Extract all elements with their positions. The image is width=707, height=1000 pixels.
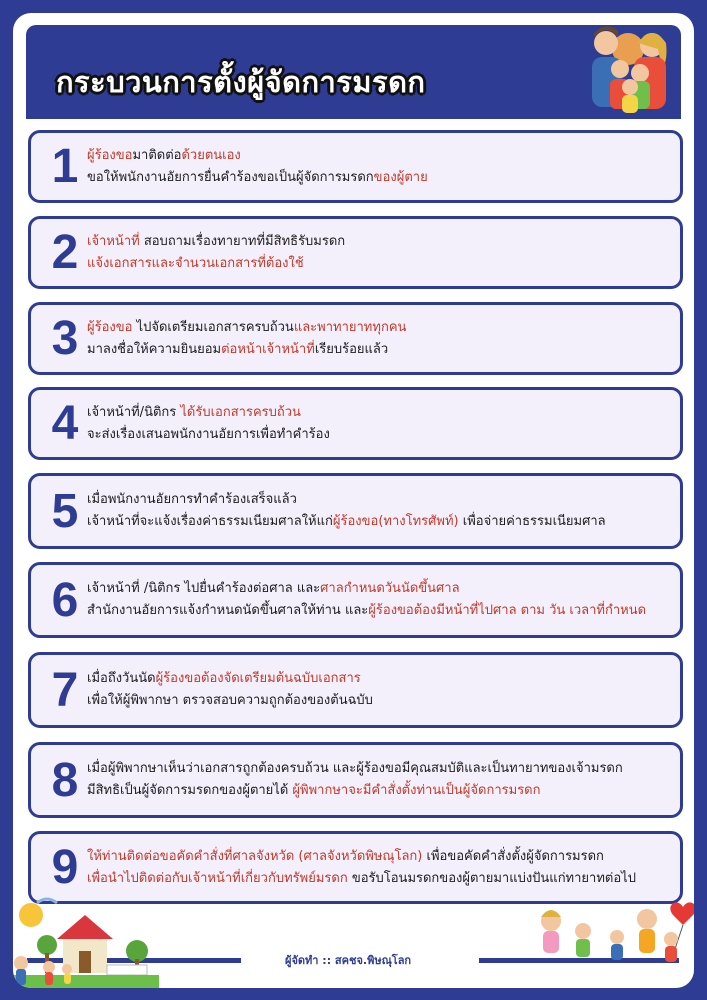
footer-credit: ผู้จัดทำ :: สคชจ.พิษณุโลก (285, 954, 412, 967)
body-text: เจ้าหน้าที่จะแจ้งเรื่องค่าธรรมเนียมศาลให้แก่ (87, 514, 333, 529)
body-text: เพื่อจ่ายค่าธรรมเนียมศาล (458, 514, 606, 529)
step-card-7 (28, 652, 683, 728)
highlight-text: ศาลกำหนดวันนัดขึ้นศาล (320, 581, 460, 596)
step-text-line2 (87, 782, 674, 800)
highlight-text: ผู้ร้องขอต้องมีหน้าที่ไปศาล ตาม วัน เวลาที่กำหนด (368, 603, 647, 618)
body-text: เมื่อผู้พิพากษาเห็นว่าเอกสารถูกต้องครบถ้วน และผู้ร้องขอมีคุณสมบัติและเป็นทายาทของเจ้ามรดก (87, 761, 623, 776)
step-text-line1 (87, 760, 674, 778)
highlight-text: ให้ท่านติดต่อขอคัดคำสั่งที่ศาลจังหวัด (ศาลจังหวัดพิษณุโลก) (87, 848, 423, 864)
step-text-line2 (87, 513, 674, 531)
body-text: เพื่อขอคัดคำสั่งตั้งผู้จัดการมรดก (422, 848, 604, 864)
step-text-line2 (87, 169, 674, 187)
body-text: ขอรับโอนมรดกของผู้ตายมาแบ่งปันแก่ทายาทต่อไป (347, 870, 636, 886)
body-text: ไปจัดเตรียมเอกสารครบถ้วน (132, 319, 294, 335)
body-text: เมื่อถึงวันนัด (87, 671, 156, 686)
poster-sheet (13, 13, 694, 988)
body-text: เจ้าหน้าที่/นิติกร (87, 404, 181, 420)
highlight-text: แจ้งเอกสารและจำนวนเอกสารที่ต้องใช้ (87, 255, 304, 271)
step-card-3 (28, 302, 683, 375)
step-text-line2 (87, 692, 674, 710)
step-card-6 (28, 562, 683, 638)
step-number: 3 (51, 312, 79, 365)
step-number: 1 (51, 140, 79, 193)
step-card-1 (28, 130, 683, 203)
step-card-8 (28, 742, 683, 818)
step-text-line2 (87, 255, 674, 273)
highlight-text: ด้วยตนเอง (181, 147, 241, 163)
highlight-text: เจ้าหน้าที่ (87, 233, 140, 249)
body-text: เพื่อให้ผู้พิพากษา ตรวจสอบความถูกต้องของต้นฉบับ (87, 693, 373, 708)
step-number: 4 (51, 397, 79, 450)
step-number: 7 (51, 663, 79, 717)
body-text: จะส่งเรื่องเสนอพนักงานอัยการเพื่อทำคำร้อง (87, 426, 330, 442)
step-text-line2 (87, 602, 674, 620)
highlight-text: และพาทายาททุกคน (293, 319, 407, 335)
body-text: มีสิทธิเป็นผู้จัดการมรดกของผู้ตายได้ (87, 783, 293, 798)
step-text-line1 (87, 233, 674, 251)
step-text-line2 (87, 341, 674, 359)
step-text-line1 (87, 491, 674, 509)
body-text: เรียบร้อยแล้ว (314, 341, 389, 357)
highlight-text: เพื่อนำไปติดต่อกับเจ้าหน้าที่เกี่ยวกับทรัพย์มรดก (87, 870, 348, 886)
highlight-text: ผู้พิพากษาจะมีคำสั่งตั้งท่านเป็นผู้จัดการมรดก (292, 783, 541, 798)
step-number: 2 (51, 226, 79, 279)
step-number: 5 (51, 484, 79, 538)
highlight-text: ผู้ร้องขอ (87, 319, 133, 335)
step-text-line1 (87, 147, 674, 165)
step-number: 6 (51, 573, 79, 627)
step-number: 8 (51, 753, 79, 807)
step-text-line1 (87, 848, 674, 866)
body-text: เจ้าหน้าที่ /นิติกร ไปยื่นคำร้องต่อศาล และ (87, 581, 321, 596)
page-title: กระบวนการตั้งผู้จัดการมรดก (56, 65, 426, 99)
body-text: สำนักงานอัยการแจ้งกำหนดนัดขึ้นศาลให้ท่าน และ (87, 603, 369, 618)
highlight-text: ผู้ร้องขอ(ทางโทรศัพท์) (332, 514, 459, 529)
body-text: มาติดต่อ (132, 147, 182, 163)
step-card-5 (28, 473, 683, 549)
step-number: 9 (51, 841, 79, 894)
step-text-line1 (87, 319, 674, 337)
highlight-text: ได้รับเอกสารครบถ้วน (180, 404, 301, 420)
house-family-illustration (13, 893, 159, 988)
step-text-line2 (87, 870, 674, 888)
highlight-text: ของผู้ตาย (373, 169, 428, 185)
highlight-text: ผู้ร้องขอ (87, 147, 133, 163)
playing-children-illustration (521, 891, 694, 981)
step-text-line1 (87, 580, 674, 598)
body-text: ขอให้พนักงานอัยการยื่นคำร้องขอเป็นผู้จัดการมรดก (87, 169, 374, 185)
highlight-text: ผู้ร้องขอต้องจัดเตรียมต้นฉบับเอกสาร (155, 671, 361, 686)
step-text-line1 (87, 404, 674, 422)
body-text: เมื่อพนักงานอัยการทำคำร้องเสร็จแล้ว (87, 492, 297, 507)
highlight-text: ต่อหน้าเจ้าหน้าที่ (221, 341, 315, 357)
step-text-line1 (87, 670, 674, 688)
family-hug-illustration (568, 23, 688, 119)
step-card-4 (28, 387, 683, 460)
step-text-line2 (87, 426, 674, 444)
body-text: มาลงชื่อให้ความยินยอม (87, 341, 222, 357)
step-card-2 (28, 216, 683, 289)
body-text: สอบถามเรื่องทายาทที่มีสิทธิรับมรดก (139, 233, 346, 249)
